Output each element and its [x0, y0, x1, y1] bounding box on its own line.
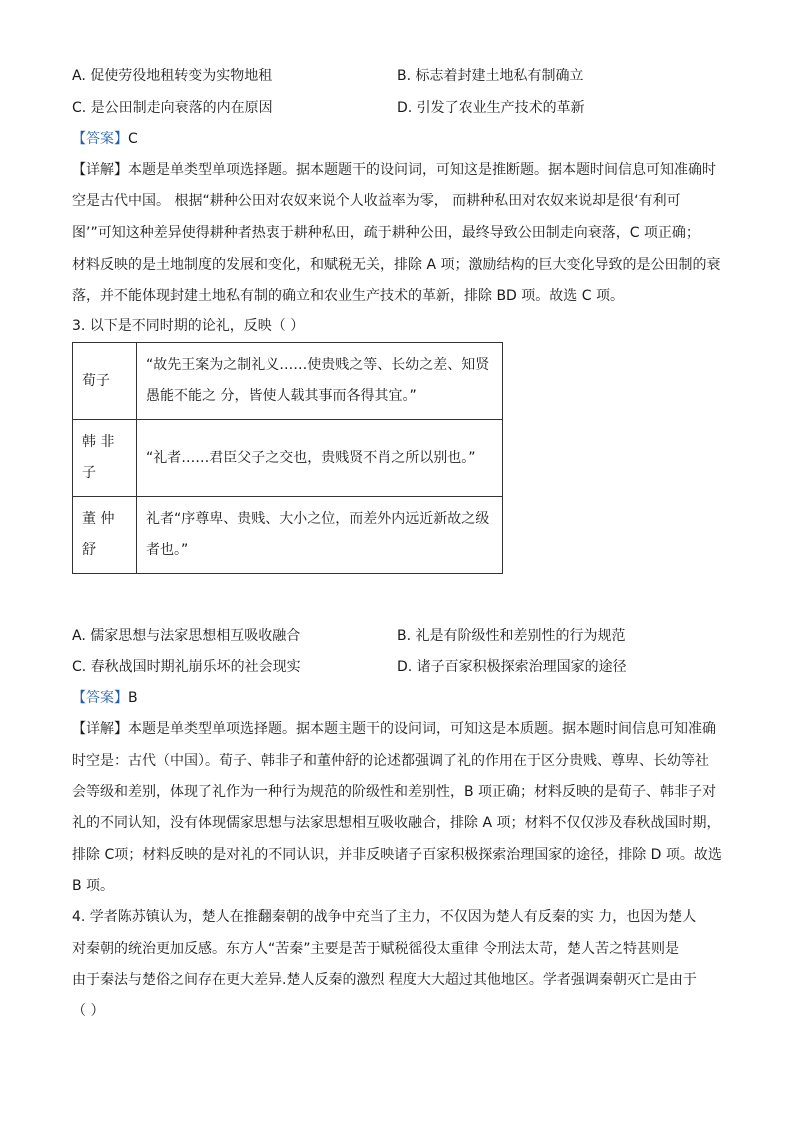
q3-option-b: B. 礼是有阶级性和差别性的行为规范 — [397, 628, 626, 644]
table-row — [73, 343, 503, 420]
table-cell-name: 董 仲 舒 — [73, 497, 137, 574]
q3-option-c: C. 春秋战国时期礼崩乐坏的社会现实 — [72, 659, 301, 675]
table-row — [73, 497, 503, 574]
q4-stem-line: （ ） — [72, 1003, 105, 1019]
table-cell-quote: “礼者……君臣父子之交也，贵贱贤不肖之所以别也。” — [137, 420, 503, 497]
q3-option-d: D. 诸子百家积极探索治理国家的途径 — [397, 659, 627, 675]
q3-answer-value: B — [128, 690, 138, 706]
q2-answer-value: C — [128, 131, 138, 147]
q2-option-a: A. 促使劳役地租转变为实物地租 — [72, 68, 273, 84]
table-cell-name: 韩 非 子 — [73, 420, 137, 497]
q3-detail-line: 礼的不同认知，没有体现儒家思想与法家思想相互吸收融合，排除 A 项；材料不仅仅涉及春秋战国时期， — [72, 815, 721, 831]
q4-stem-line: 由于秦法与楚俗之间存在更大差异.楚人反秦的激烈 程度大大超过其他地区。学者强调秦朝灭亡是由于 — [72, 972, 697, 988]
q3-detail-line: 时空是：古代（中国）。荀子、韩非子和董仲舒的论述都强调了礼的作用在于区分贵贱、尊卑、长幼等社 — [72, 753, 709, 769]
q4-stem-line: 4. 学者陈苏镇认为，楚人在推翻秦朝的战争中充当了主力，不仅因为楚人有反秦的实 力，也因为楚人 — [72, 909, 697, 925]
q4-stem-line: 对秦朝的统治更加反感。东方人“苦秦”主要是苦于赋税徭役太重律 令刑法太苛，楚人苦之特甚则是 — [72, 941, 679, 957]
q3-stem: 3. 以下是不同时期的论礼，反映（ ） — [72, 318, 305, 334]
q3-answer-label: 【答案】 — [72, 690, 128, 706]
q3-answer — [72, 688, 138, 708]
q3-quote-table — [72, 342, 503, 574]
q2-detail-line: 材料反映的是土地制度的发展和变化，和赋税无关，排除 A 项；激励结构的巨大变化导致的是公田制的衰 — [72, 257, 721, 273]
q2-detail-line: 图’”可知这种差异使得耕种者热衷于耕种私田，疏于耕种公田，最终导致公田制走向衰落，C 项正确； — [72, 225, 700, 241]
q2-detail-line: 空是古代中国。 根据“耕种公田对农奴来说个人收益率为零， 而耕种私田对农奴来说却是很‘有利可 — [72, 193, 681, 209]
q2-option-c: C. 是公田制走向衰落的内在原因 — [72, 100, 273, 116]
q3-detail-line: 【详解】本题是单类型单项选择题。据本题主题干的设问词，可知这是本质题。据本题时间信息可知准确 — [72, 721, 716, 737]
q3-detail-line: 会等级和差别，体现了礼作为一种行为规范的阶级性和差别性，B 项正确；材料反映的是荀子、韩非子对 — [72, 784, 717, 800]
q3-option-a: A. 儒家思想与法家思想相互吸收融合 — [72, 628, 301, 644]
table-cell-quote: “故先王案为之制礼义……使贵贱之等、长幼之差、知贤愚能不能之 分，皆使人载其事而各得其宜。” — [137, 343, 503, 420]
table-cell-quote: 礼者“序尊卑、贵贱、大小之位，而差外内远近新故之级者也。” — [137, 497, 503, 574]
q2-detail-line: 【详解】本题是单类型单项选择题。据本题题干的设问词，可知这是推断题。据本题时间信息可知准确时 — [72, 162, 716, 178]
table-cell-name: 荀子 — [73, 343, 137, 420]
q3-detail-line: B 项。 — [72, 878, 115, 894]
q2-option-b: B. 标志着封建土地私有制确立 — [397, 68, 584, 84]
q2-detail-line: 落，并不能体现封建土地私有制的确立和农业生产技术的革新，排除 BD 项。故选 C 项。 — [72, 288, 624, 304]
q2-option-d: D. 引发了农业生产技术的革新 — [397, 100, 585, 116]
q2-answer — [72, 129, 138, 149]
q3-detail-line: 排除 C项；材料反映的是对礼的不同认识，并非反映诸子百家积极探索治理国家的途径，排除 D 项。故选 — [72, 847, 722, 863]
table-row — [73, 420, 503, 497]
q2-answer-label: 【答案】 — [72, 131, 128, 147]
